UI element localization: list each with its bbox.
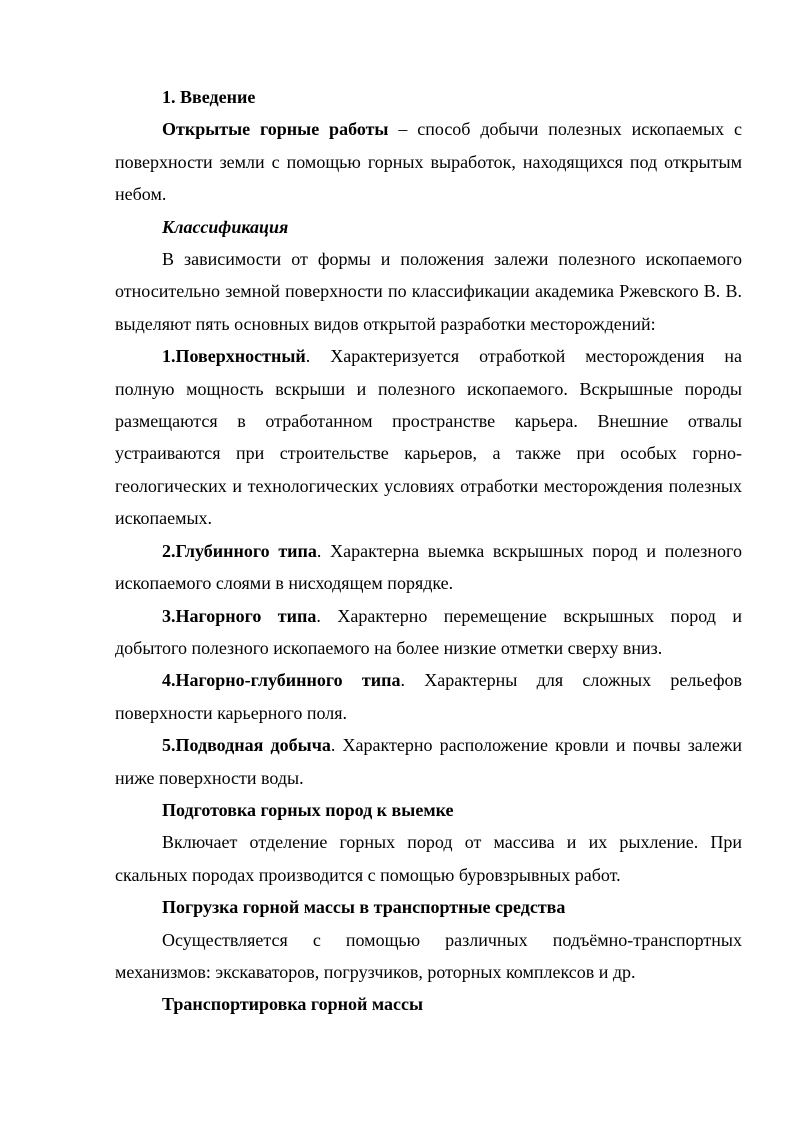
type-paragraph-5 (115, 729, 742, 794)
document-body (115, 81, 742, 1021)
loading-text: Осуществляется с помощью различных подъёмно-транспортных механизмов: экскаваторов, погрузчиков, роторных комплексов и др. (115, 929, 742, 982)
type-paragraph-2 (115, 535, 742, 600)
type-name-3: 3.Нагорного типа (162, 605, 317, 626)
type-paragraph-3 (115, 600, 742, 665)
type-text-4: . Характерны для сложных рельефов поверхности карьерного поля. (115, 670, 742, 723)
type-text-2: . Характерна выемка вскрышных пород и полезного ископаемого слоями в нисходящем порядке. (115, 540, 742, 594)
loading-heading: Погрузка горной массы в транспортные средства (162, 897, 566, 918)
type-name-4: 4.Нагорно-глубинного типа (162, 670, 401, 691)
definition-paragraph (115, 113, 742, 210)
type-name-5: 5.Подводная добыча (162, 735, 331, 756)
type-text-1: . Характеризуется отработкой месторождения на полную мощность вскрыши и полезного ископаемого. Вскрышные породы размещаются в отработанном пространстве карьера. Внешние отвалы устраиваются при строительстве карьеров, а также при особых горно-геологических и технологических условиях отработки месторождения полезных ископаемых. (115, 346, 742, 529)
classification-heading: Классификация (162, 216, 289, 237)
type-paragraph-1 (115, 340, 742, 534)
type-name-2: 2.Глубинного типа (162, 540, 317, 561)
preparation-heading: Подготовка горных пород к выемке (162, 799, 454, 820)
definition-term: Открытые горные работы (162, 119, 389, 140)
type-paragraph-4 (115, 664, 742, 729)
transport-heading: Транспортировка горной массы (162, 994, 424, 1015)
preparation-text: Включает отделение горных пород от массива и их рыхление. При скальных породах производится с помощью буровзрывных работ. (115, 832, 742, 885)
type-name-1: 1.Поверхностный (162, 346, 306, 367)
type-text-5: . Характерно расположение кровли и почвы залежи ниже поверхности воды. (115, 735, 742, 788)
classification-intro: В зависимости от формы и положения залежи полезного ископаемого относительно земной поверхности по классификации академика Ржевского В. В. выделяют пять основных видов открытой разработки месторождений: (115, 249, 742, 334)
definition-text: – способ добычи полезных ископаемых с поверхности земли с помощью горных выработок, находящихся под открытым небом. (115, 119, 743, 205)
section-heading: 1. Введение (162, 87, 256, 107)
type-text-3: . Характерно перемещение вскрышных пород и добытого полезного ископаемого на более низкие отметки сверху вниз. (115, 605, 742, 658)
